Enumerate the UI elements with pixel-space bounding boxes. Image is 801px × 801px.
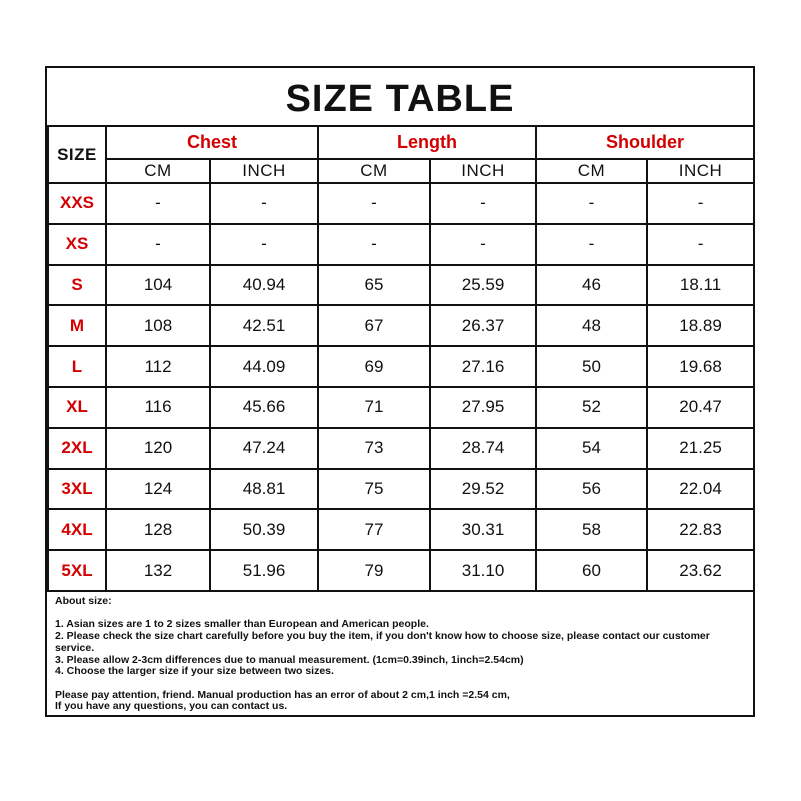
- measurement-cell: 47.24: [210, 428, 318, 469]
- measurement-cell: 26.37: [430, 305, 536, 346]
- unit-header-row: [48, 159, 754, 183]
- measurement-cell: 40.94: [210, 265, 318, 306]
- measurement-cell: 25.59: [430, 265, 536, 306]
- measurement-cell: -: [430, 224, 536, 265]
- unit-header: INCH: [647, 159, 754, 183]
- size-table: [47, 125, 755, 592]
- measurement-cell: -: [318, 183, 430, 224]
- measurement-cell: 30.31: [430, 509, 536, 550]
- measurement-cell: 46: [536, 265, 647, 306]
- measurement-cell: -: [647, 183, 754, 224]
- size-rows: [48, 183, 754, 591]
- table-row: [48, 550, 754, 591]
- measurement-cell: 27.95: [430, 387, 536, 428]
- size-notes: [55, 596, 745, 713]
- measurement-cell: 75: [318, 469, 430, 510]
- table-row: [48, 346, 754, 387]
- measurement-cell: 60: [536, 550, 647, 591]
- measurement-cell: 23.62: [647, 550, 754, 591]
- measurement-cell: -: [210, 224, 318, 265]
- measurement-cell: 42.51: [210, 305, 318, 346]
- measurement-cell: 104: [106, 265, 210, 306]
- measurement-cell: 31.10: [430, 550, 536, 591]
- measurement-cell: 108: [106, 305, 210, 346]
- measurement-cell: 50: [536, 346, 647, 387]
- group-header-row: [48, 126, 754, 159]
- measurement-cell: 50.39: [210, 509, 318, 550]
- measurement-cell: 48.81: [210, 469, 318, 510]
- measurement-cell: -: [318, 224, 430, 265]
- measurement-cell: 27.16: [430, 346, 536, 387]
- size-label: XS: [48, 224, 106, 265]
- measurement-cell: 22.04: [647, 469, 754, 510]
- group-header-shoulder: Shoulder: [536, 126, 754, 159]
- unit-header: INCH: [210, 159, 318, 183]
- measurement-cell: 54: [536, 428, 647, 469]
- table-row: [48, 469, 754, 510]
- size-label: XL: [48, 387, 106, 428]
- measurement-cell: 22.83: [647, 509, 754, 550]
- measurement-cell: 132: [106, 550, 210, 591]
- unit-header: CM: [106, 159, 210, 183]
- size-label: 2XL: [48, 428, 106, 469]
- unit-header: CM: [318, 159, 430, 183]
- size-label: 3XL: [48, 469, 106, 510]
- table-row: [48, 305, 754, 346]
- measurement-cell: 65: [318, 265, 430, 306]
- measurement-cell: 19.68: [647, 346, 754, 387]
- measurement-cell: 18.89: [647, 305, 754, 346]
- measurement-cell: -: [647, 224, 754, 265]
- measurement-cell: 77: [318, 509, 430, 550]
- size-chart: [45, 66, 755, 717]
- table-row: [48, 509, 754, 550]
- note-item: 3. Please allow 2-3cm differences due to manual measurement. (1cm=0.39inch, 1inch=2.54cm): [55, 653, 524, 666]
- size-label: 5XL: [48, 550, 106, 591]
- measurement-cell: -: [106, 183, 210, 224]
- notes-footer-1: Please pay attention, friend. Manual production has an error of about 2 cm,1 inch =2.54 cm,: [55, 688, 510, 701]
- measurement-cell: 79: [318, 550, 430, 591]
- measurement-cell: 73: [318, 428, 430, 469]
- table-row: [48, 387, 754, 428]
- note-item: 2. Please check the size chart carefully before you buy the item, if you don't know how to choose size, please contact our customer service.: [55, 630, 710, 654]
- measurement-cell: 112: [106, 346, 210, 387]
- measurement-cell: 71: [318, 387, 430, 428]
- measurement-cell: 69: [318, 346, 430, 387]
- measurement-cell: -: [536, 224, 647, 265]
- note-item: 1. Asian sizes are 1 to 2 sizes smaller than European and American people.: [55, 618, 429, 631]
- measurement-cell: 18.11: [647, 265, 754, 306]
- measurement-cell: 52: [536, 387, 647, 428]
- note-item: 4. Choose the larger size if your size between two sizes.: [55, 665, 334, 678]
- size-column-header: SIZE: [48, 126, 106, 183]
- measurement-cell: 44.09: [210, 346, 318, 387]
- measurement-cell: -: [210, 183, 318, 224]
- measurement-cell: 21.25: [647, 428, 754, 469]
- measurement-cell: 29.52: [430, 469, 536, 510]
- measurement-cell: -: [430, 183, 536, 224]
- chart-title: SIZE TABLE: [47, 68, 753, 127]
- measurement-cell: 48: [536, 305, 647, 346]
- measurement-cell: 28.74: [430, 428, 536, 469]
- measurement-cell: 56: [536, 469, 647, 510]
- size-label: M: [48, 305, 106, 346]
- measurement-cell: 20.47: [647, 387, 754, 428]
- measurement-cell: 120: [106, 428, 210, 469]
- measurement-cell: -: [536, 183, 647, 224]
- measurement-cell: 128: [106, 509, 210, 550]
- measurement-cell: 51.96: [210, 550, 318, 591]
- measurement-cell: -: [106, 224, 210, 265]
- measurement-cell: 124: [106, 469, 210, 510]
- table-row: [48, 183, 754, 224]
- notes-heading: About size:: [55, 595, 112, 607]
- table-row: [48, 428, 754, 469]
- group-header-length: Length: [318, 126, 536, 159]
- measurement-cell: 58: [536, 509, 647, 550]
- size-label: XXS: [48, 183, 106, 224]
- measurement-cell: 45.66: [210, 387, 318, 428]
- measurement-cell: 116: [106, 387, 210, 428]
- measurement-cell: 67: [318, 305, 430, 346]
- group-header-chest: Chest: [106, 126, 318, 159]
- unit-header: CM: [536, 159, 647, 183]
- size-label: S: [48, 265, 106, 306]
- size-label: 4XL: [48, 509, 106, 550]
- table-row: [48, 265, 754, 306]
- notes-footer-2: If you have any questions, you can contact us.: [55, 700, 288, 713]
- unit-header: INCH: [430, 159, 536, 183]
- table-row: [48, 224, 754, 265]
- size-label: L: [48, 346, 106, 387]
